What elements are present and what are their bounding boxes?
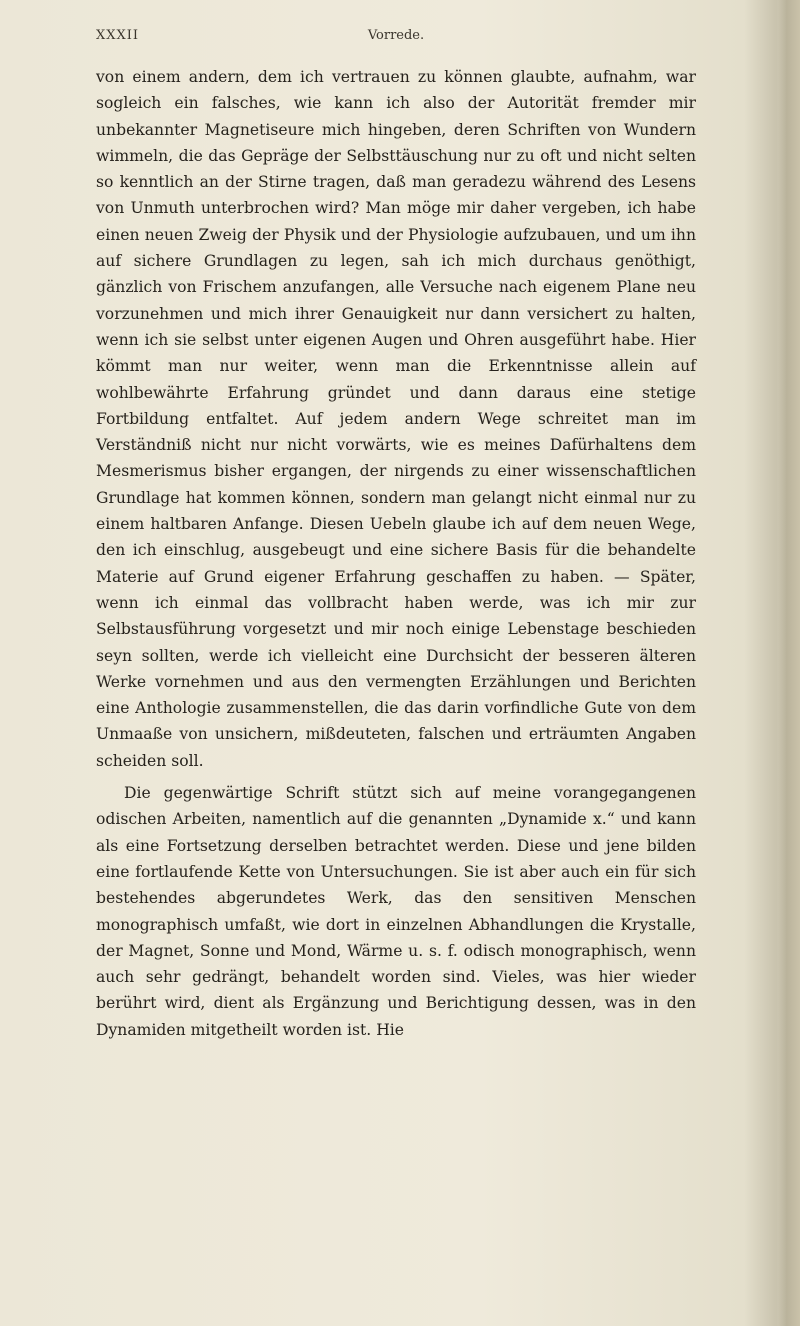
page-edge-shadow [778,0,800,1326]
page-header [96,28,696,52]
paragraph-1: von einem andern, dem ich vertrauen zu können glaubte, aufnahm, war sogleich ein falsches, wie kann ich also der Autorität fremder mir unbekannter Magnetiseure mich hingeben, deren Schriften von Wundern wimmeln, die das Gepräge der Selbsttäuschung nur zu oft und nicht selten so kenntlich an der Stirne tragen, daß man geradezu während des Lesens von Unmuth unterbrochen wird? Man möge mir daher vergeben, ich habe einen neuen Zweig der Physik und der Physiologie aufzubauen, und um ihn auf sichere Grundlagen zu legen, sah ich mich durchaus genöthigt, gänzlich von Frischem anzufangen, alle Versuche nach eigenem Plane neu vorzunehmen und mich ihrer Genauigkeit nur dann versichert zu halten, wenn ich sie selbst unter eigenen Augen und Ohren ausgeführt habe. Hier kömmt man nur weiter, wenn man die Erkenntnisse allein auf wohlbewährte Erfahrung gründet und dann daraus eine stetige Fortbildung entfaltet. Auf jedem andern Wege schreitet man im Verständniß nicht nur nicht vorwärts, wie es meines Dafürhaltens dem Mesmerismus bisher ergangen, der nirgends zu einer wissenschaftlichen Grundlage hat kommen können, sondern man gelangt nicht einmal nur zu einem haltbaren Anfange. Diesen Uebeln glaube ich auf dem neuen Wege, den ich einschlug, ausgebeugt und eine sichere Basis für die behandelte Materie auf Grund eigener Erfahrung geschaffen zu haben. — Später, wenn ich einmal das vollbracht haben werde, was ich mir zur Selbstausführung vorgesetzt und mir noch einige Lebenstage beschieden seyn sollten, werde ich vielleicht eine Durchsicht der besseren älteren Werke vornehmen und aus den vermengten Erzählungen und Berichten eine Anthologie zusammenstellen, die das darin vorfindliche Gute von dem Unmaaße von unsichern, mißdeuteten, falschen und erträumten Angaben scheiden soll. [96,68,696,770]
paragraph-2: Die gegenwärtige Schrift stützt sich auf meine vorangegangenen odischen Arbeiten, namentlich auf die genannten „Dynamide x.“ und kann als eine Fortsetzung derselben betrachtet werden. Diese und jene bilden eine fortlaufende Kette von Untersuchungen. Sie ist aber auch ein für sich bestehendes abgerundetes Werk, das den sensitiven Menschen monographisch umfaßt, wie dort in einzelnen Abhandlungen die Krystalle, der Magnet, Sonne und Mond, Wärme u. s. f. odisch monographisch, wenn auch sehr gedrängt, behandelt worden sind. Vieles, was hier wieder berührt wird, dient als Ergänzung und Berichtigung dessen, was in den Dynamiden mitgetheilt worden ist. Hie [96,784,696,1039]
page-number: XXXII [96,28,140,43]
running-title: Vorrede. [367,28,425,43]
body-text [96,64,696,1043]
